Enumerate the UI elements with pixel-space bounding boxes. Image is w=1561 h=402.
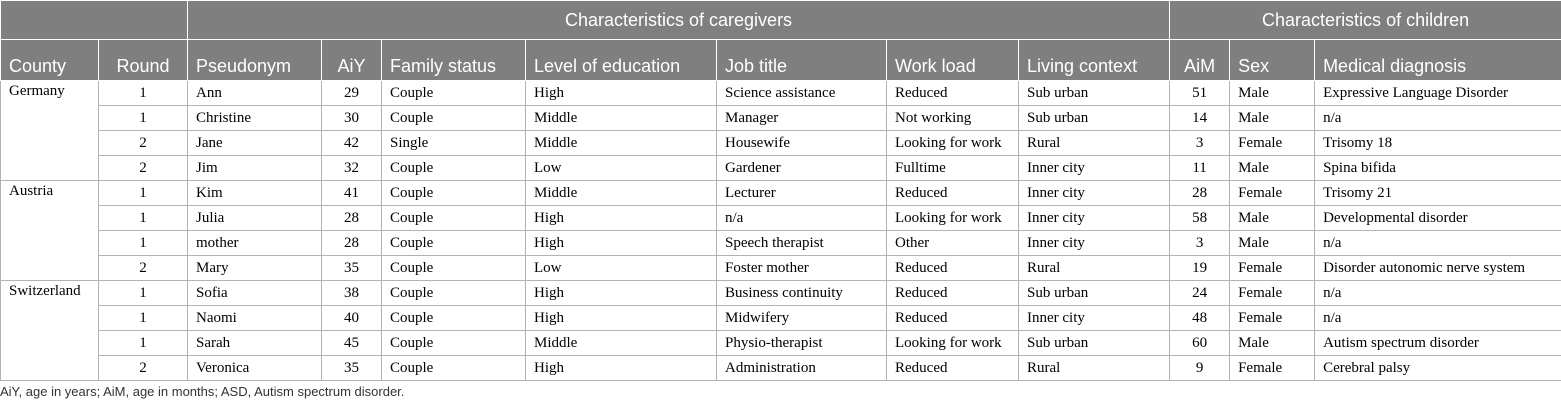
- cell-aiy: 42: [322, 131, 382, 156]
- group-header-children: Characteristics of children: [1170, 1, 1561, 40]
- cell-family-status: Couple: [382, 206, 526, 231]
- cell-living-context: Sub urban: [1019, 106, 1170, 131]
- cell-living-context: Rural: [1019, 256, 1170, 281]
- cell-sex: Male: [1230, 106, 1315, 131]
- cell-education: High: [526, 81, 717, 106]
- cell-job-title: Business continuity: [717, 281, 887, 306]
- cell-job-title: Speech therapist: [717, 231, 887, 256]
- cell-pseudonym: Jim: [188, 156, 322, 181]
- cell-country: Germany: [1, 81, 99, 181]
- cell-living-context: Sub urban: [1019, 331, 1170, 356]
- cell-aim: 14: [1170, 106, 1230, 131]
- cell-aim: 19: [1170, 256, 1230, 281]
- cell-family-status: Couple: [382, 256, 526, 281]
- cell-sex: Female: [1230, 356, 1315, 381]
- cell-family-status: Couple: [382, 331, 526, 356]
- cell-pseudonym: Kim: [188, 181, 322, 206]
- cell-education: High: [526, 356, 717, 381]
- cell-pseudonym: Veronica: [188, 356, 322, 381]
- cell-sex: Female: [1230, 306, 1315, 331]
- cell-work-load: Reduced: [887, 81, 1019, 106]
- cell-aiy: 40: [322, 306, 382, 331]
- cell-family-status: Couple: [382, 81, 526, 106]
- cell-aim: 51: [1170, 81, 1230, 106]
- cell-aim: 58: [1170, 206, 1230, 231]
- col-header-sex: Sex: [1230, 40, 1315, 81]
- cell-family-status: Couple: [382, 231, 526, 256]
- cell-round: 2: [99, 131, 188, 156]
- cell-sex: Male: [1230, 81, 1315, 106]
- cell-diagnosis: n/a: [1315, 106, 1561, 131]
- cell-round: 1: [99, 181, 188, 206]
- cell-family-status: Couple: [382, 281, 526, 306]
- col-header-education: Level of education: [526, 40, 717, 81]
- cell-aim: 28: [1170, 181, 1230, 206]
- table-row: [1, 256, 1561, 281]
- cell-diagnosis: n/a: [1315, 231, 1561, 256]
- cell-diagnosis: Expressive Language Disorder: [1315, 81, 1561, 106]
- group-header-caregivers: Characteristics of caregivers: [188, 1, 1170, 40]
- cell-job-title: Manager: [717, 106, 887, 131]
- cell-aiy: 28: [322, 206, 382, 231]
- group-header-row: [1, 1, 1561, 40]
- cell-work-load: Reduced: [887, 356, 1019, 381]
- table-row: [1, 181, 1561, 206]
- cell-education: Middle: [526, 181, 717, 206]
- col-header-pseudonym: Pseudonym: [188, 40, 322, 81]
- cell-sex: Male: [1230, 156, 1315, 181]
- cell-job-title: Science assistance: [717, 81, 887, 106]
- cell-sex: Female: [1230, 256, 1315, 281]
- col-header-living-context: Living context: [1019, 40, 1170, 81]
- cell-family-status: Couple: [382, 356, 526, 381]
- cell-country: Austria: [1, 181, 99, 281]
- cell-aim: 3: [1170, 131, 1230, 156]
- cell-job-title: Foster mother: [717, 256, 887, 281]
- cell-work-load: Reduced: [887, 256, 1019, 281]
- cell-work-load: Fulltime: [887, 156, 1019, 181]
- cell-diagnosis: Cerebral palsy: [1315, 356, 1561, 381]
- cell-living-context: Sub urban: [1019, 281, 1170, 306]
- cell-aiy: 41: [322, 181, 382, 206]
- cell-aiy: 35: [322, 256, 382, 281]
- cell-work-load: Reduced: [887, 181, 1019, 206]
- cell-round: 1: [99, 231, 188, 256]
- cell-family-status: Couple: [382, 156, 526, 181]
- cell-sex: Female: [1230, 281, 1315, 306]
- cell-aiy: 28: [322, 231, 382, 256]
- cell-aim: 11: [1170, 156, 1230, 181]
- cell-diagnosis: Autism spectrum disorder: [1315, 331, 1561, 356]
- cell-pseudonym: Naomi: [188, 306, 322, 331]
- cell-pseudonym: Sarah: [188, 331, 322, 356]
- cell-diagnosis: Trisomy 18: [1315, 131, 1561, 156]
- cell-education: High: [526, 231, 717, 256]
- cell-round: 1: [99, 206, 188, 231]
- table-row: [1, 306, 1561, 331]
- cell-living-context: Inner city: [1019, 206, 1170, 231]
- cell-job-title: Administration: [717, 356, 887, 381]
- cell-pseudonym: Christine: [188, 106, 322, 131]
- cell-education: Low: [526, 256, 717, 281]
- cell-living-context: Rural: [1019, 131, 1170, 156]
- cell-round: 1: [99, 306, 188, 331]
- cell-round: 1: [99, 331, 188, 356]
- cell-education: Middle: [526, 331, 717, 356]
- cell-sex: Male: [1230, 231, 1315, 256]
- cell-education: High: [526, 306, 717, 331]
- cell-work-load: Looking for work: [887, 331, 1019, 356]
- cell-sex: Female: [1230, 181, 1315, 206]
- cell-work-load: Other: [887, 231, 1019, 256]
- cell-work-load: Not working: [887, 106, 1019, 131]
- cell-job-title: Physio-therapist: [717, 331, 887, 356]
- cell-work-load: Looking for work: [887, 206, 1019, 231]
- cell-round: 1: [99, 81, 188, 106]
- table-row: [1, 206, 1561, 231]
- cell-diagnosis: n/a: [1315, 306, 1561, 331]
- cell-living-context: Sub urban: [1019, 81, 1170, 106]
- cell-education: Middle: [526, 131, 717, 156]
- cell-aiy: 38: [322, 281, 382, 306]
- cell-diagnosis: Spina bifida: [1315, 156, 1561, 181]
- col-header-work-load: Work load: [887, 40, 1019, 81]
- cell-living-context: Inner city: [1019, 231, 1170, 256]
- cell-family-status: Couple: [382, 181, 526, 206]
- cell-job-title: Gardener: [717, 156, 887, 181]
- table-row: [1, 156, 1561, 181]
- cell-round: 1: [99, 281, 188, 306]
- cell-round: 2: [99, 156, 188, 181]
- cell-job-title: Lecturer: [717, 181, 887, 206]
- table-row: [1, 331, 1561, 356]
- cell-job-title: n/a: [717, 206, 887, 231]
- cell-aim: 3: [1170, 231, 1230, 256]
- column-header-row: [1, 40, 1561, 81]
- cell-aiy: 29: [322, 81, 382, 106]
- cell-aim: 24: [1170, 281, 1230, 306]
- cell-education: Middle: [526, 106, 717, 131]
- table-row: [1, 231, 1561, 256]
- table-row: [1, 106, 1561, 131]
- col-header-round: Round: [99, 40, 188, 81]
- cell-aiy: 30: [322, 106, 382, 131]
- col-header-aiy: AiY: [322, 40, 382, 81]
- table-footnote: AiY, age in years; AiM, age in months; ASD, Autism spectrum disorder.: [0, 384, 405, 399]
- cell-aim: 48: [1170, 306, 1230, 331]
- col-header-diagnosis: Medical diagnosis: [1315, 40, 1561, 81]
- cell-education: High: [526, 206, 717, 231]
- cell-work-load: Reduced: [887, 281, 1019, 306]
- cell-pseudonym: Sofia: [188, 281, 322, 306]
- cell-education: High: [526, 281, 717, 306]
- cell-living-context: Inner city: [1019, 156, 1170, 181]
- cell-education: Low: [526, 156, 717, 181]
- cell-work-load: Looking for work: [887, 131, 1019, 156]
- cell-pseudonym: mother: [188, 231, 322, 256]
- cell-pseudonym: Julia: [188, 206, 322, 231]
- cell-aiy: 45: [322, 331, 382, 356]
- cell-country: Switzerland: [1, 281, 99, 381]
- cell-diagnosis: Trisomy 21: [1315, 181, 1561, 206]
- cell-job-title: Midwifery: [717, 306, 887, 331]
- cell-round: 2: [99, 356, 188, 381]
- cell-sex: Female: [1230, 131, 1315, 156]
- cell-aiy: 32: [322, 156, 382, 181]
- col-header-job-title: Job title: [717, 40, 887, 81]
- table-row: [1, 356, 1561, 381]
- cell-diagnosis: Disorder autonomic nerve system: [1315, 256, 1561, 281]
- cell-sex: Male: [1230, 206, 1315, 231]
- cell-aiy: 35: [322, 356, 382, 381]
- col-header-family-status: Family status: [382, 40, 526, 81]
- cell-family-status: Couple: [382, 306, 526, 331]
- cell-job-title: Housewife: [717, 131, 887, 156]
- cell-aim: 9: [1170, 356, 1230, 381]
- col-header-aim: AiM: [1170, 40, 1230, 81]
- cell-work-load: Reduced: [887, 306, 1019, 331]
- table-row: [1, 81, 1561, 106]
- group-header-blank: [1, 1, 188, 40]
- cell-living-context: Rural: [1019, 356, 1170, 381]
- table-body: [1, 81, 1561, 381]
- cell-family-status: Single: [382, 131, 526, 156]
- cell-round: 2: [99, 256, 188, 281]
- cell-sex: Male: [1230, 331, 1315, 356]
- col-header-county: County: [1, 40, 99, 81]
- cell-round: 1: [99, 106, 188, 131]
- table-row: [1, 131, 1561, 156]
- cell-aim: 60: [1170, 331, 1230, 356]
- cell-diagnosis: Developmental disorder: [1315, 206, 1561, 231]
- cell-diagnosis: n/a: [1315, 281, 1561, 306]
- cell-pseudonym: Jane: [188, 131, 322, 156]
- cell-living-context: Inner city: [1019, 181, 1170, 206]
- cell-living-context: Inner city: [1019, 306, 1170, 331]
- cell-pseudonym: Mary: [188, 256, 322, 281]
- cell-pseudonym: Ann: [188, 81, 322, 106]
- table-row: [1, 281, 1561, 306]
- cell-family-status: Couple: [382, 106, 526, 131]
